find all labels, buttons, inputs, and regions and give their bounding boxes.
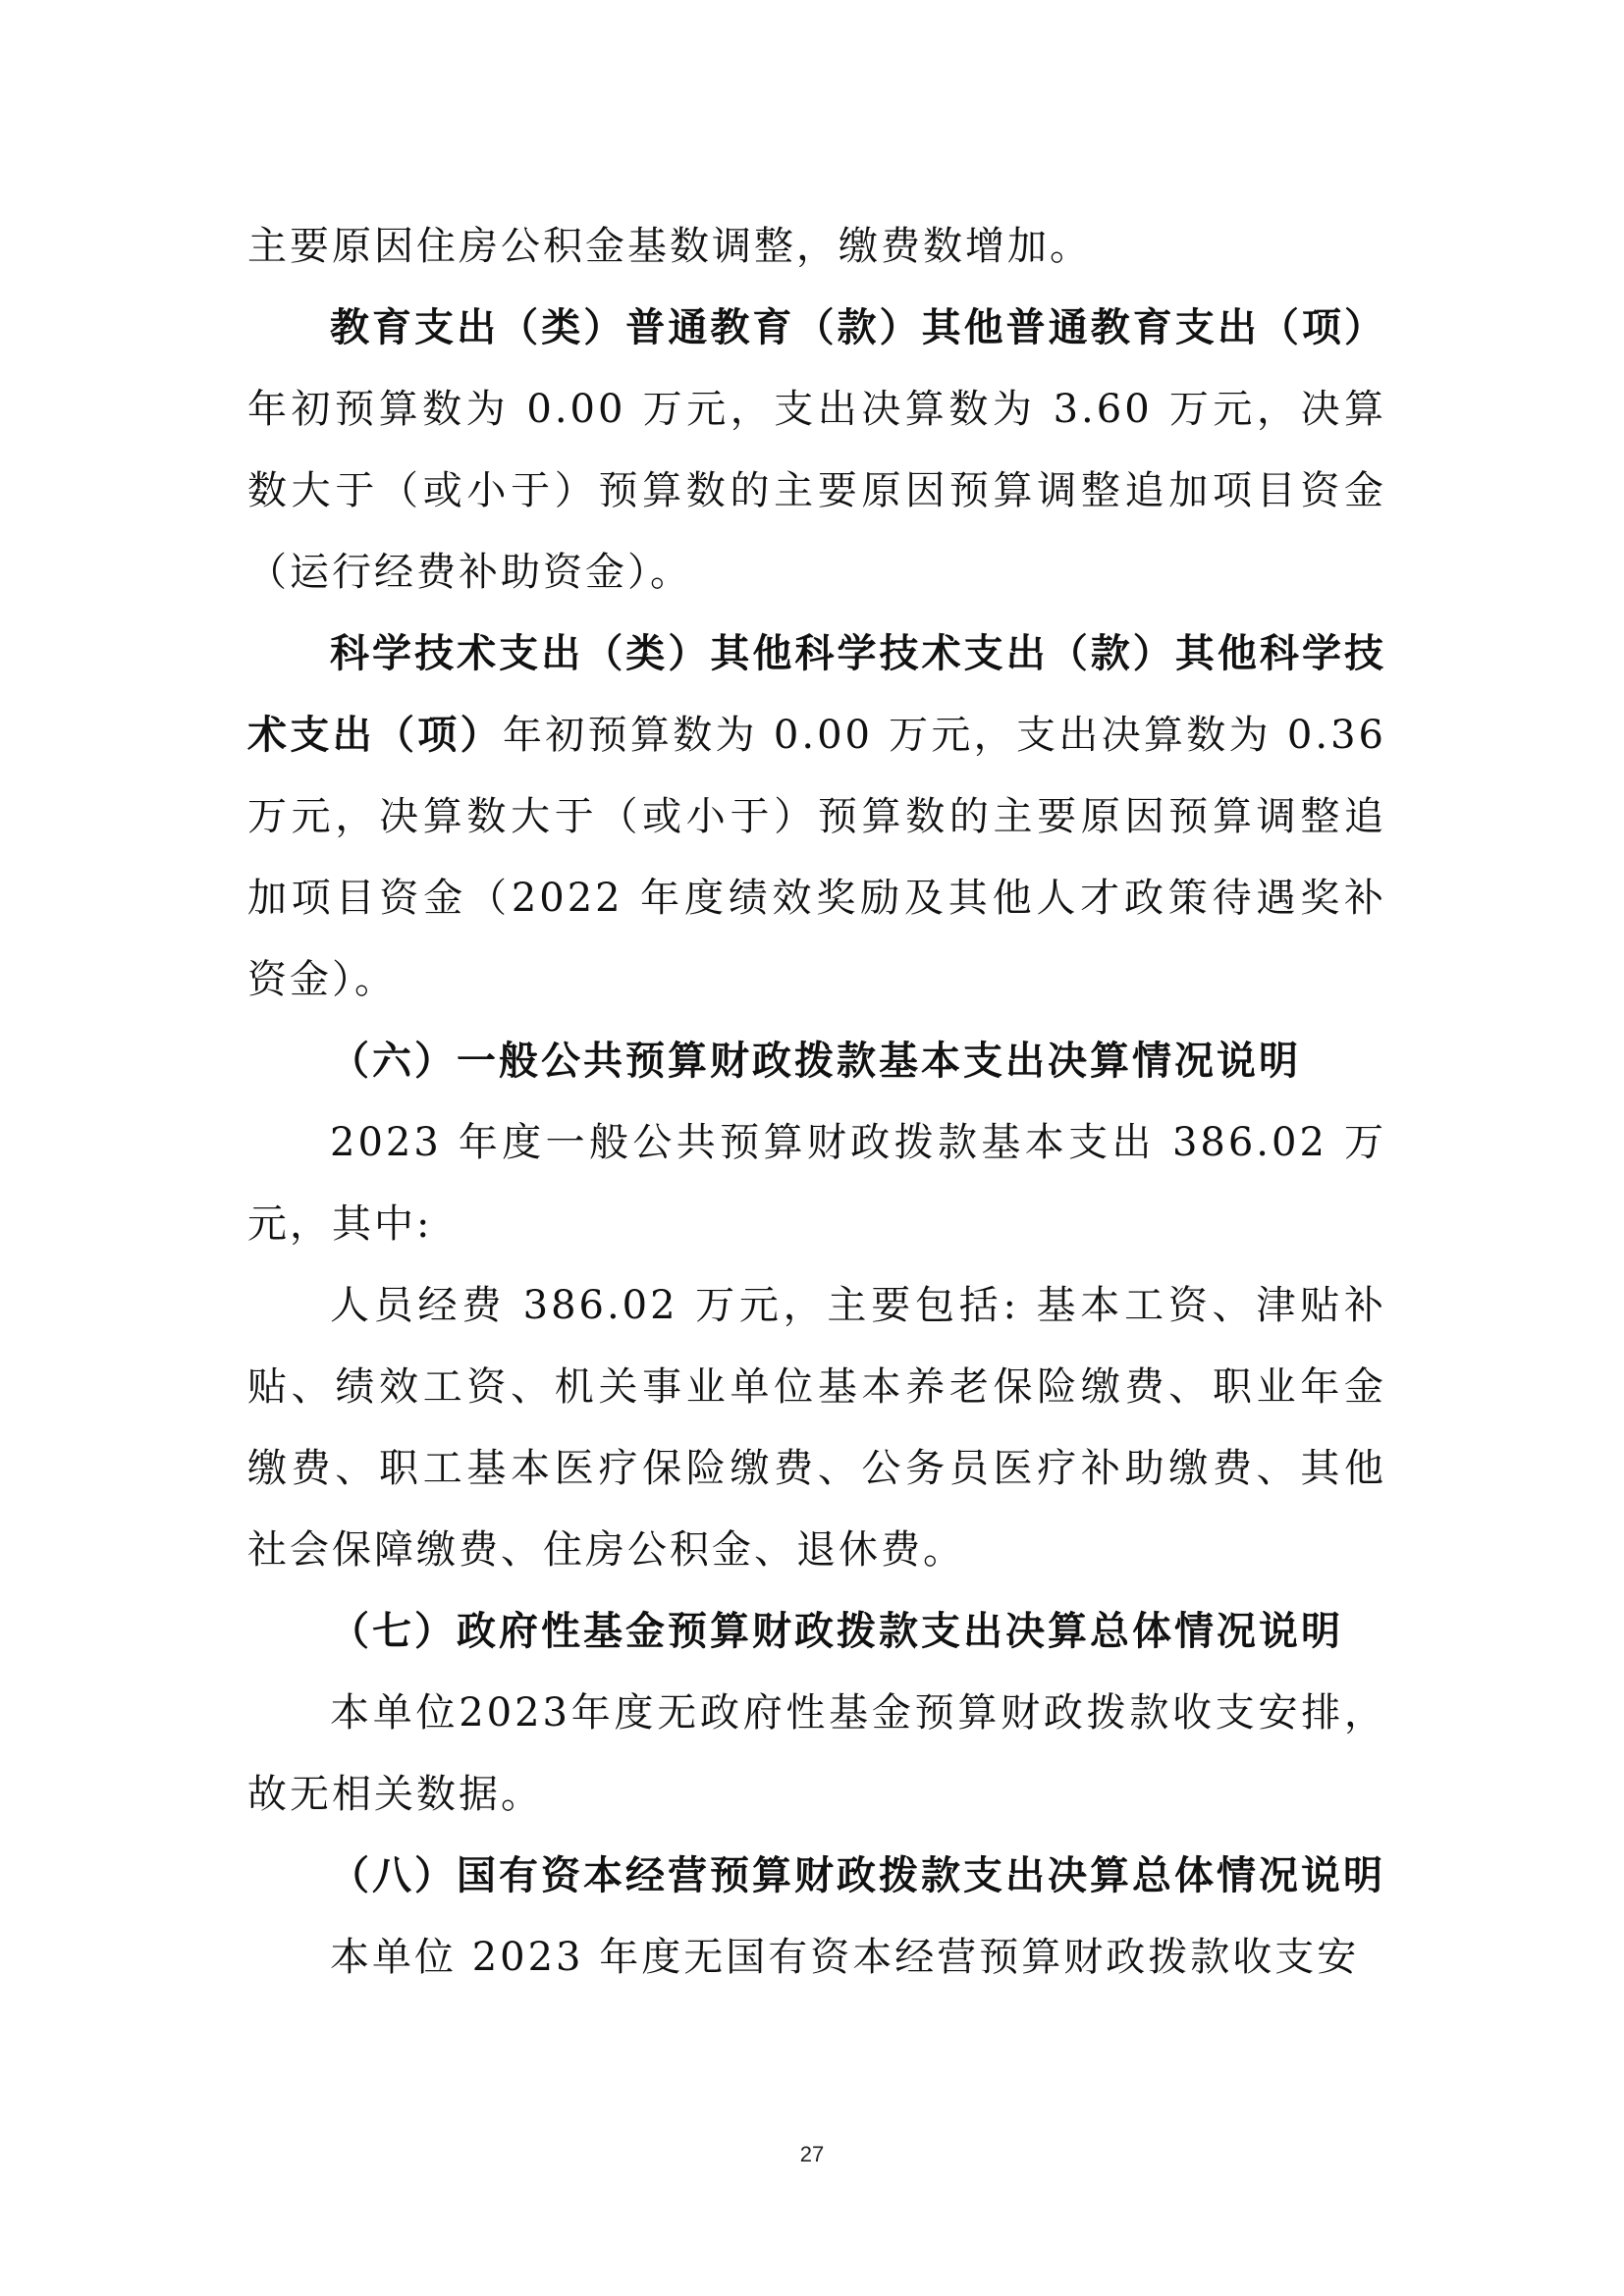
science-expenditure-title: 科学技术支出（类）其他科学技术支出（款）其他科学技术支出（项） bbox=[247, 631, 1386, 758]
paragraph-state-capital-none: 本单位 2023 年度无国有资本经营预算财政拨款收支安 bbox=[330, 1935, 1360, 1980]
paragraph-science-expenditure bbox=[247, 614, 1386, 1021]
paragraph-government-fund-none: 本单位2023年度无政府性基金预算财政拨款收支安排，故无相关数据。 bbox=[247, 1690, 1386, 1817]
document-body bbox=[247, 206, 1386, 1999]
page-number: 27 bbox=[799, 2142, 825, 2166]
paragraph-housing-fund-reason: 主要原因住房公积金基数调整，缴费数增加。 bbox=[247, 224, 1092, 269]
education-expenditure-text: 年初预算数为 0.00 万元，支出决算数为 3.60 万元，决算数大于（或小于）预算数的主要原因预算调整追加项目资金（运行经费补助资金）。 bbox=[247, 387, 1386, 595]
section-heading-8: （八）国有资本经营预算财政拨款支出决算总体情况说明 bbox=[330, 1853, 1385, 1898]
paragraph-basic-expenditure-total: 2023 年度一般公共预算财政拨款基本支出 386.02 万元，其中: bbox=[247, 1120, 1386, 1247]
paragraph-personnel-expenditure: 人员经费 386.02 万元，主要包括: 基本工资、津贴补贴、绩效工资、机关事业单位基本养老保险缴费、职业年金缴费、职工基本医疗保险缴费、公务员医疗补助缴费、其他社会保障缴费、住房公积金、退休费。 bbox=[247, 1283, 1386, 1573]
section-heading-6: （六）一般公共预算财政拨款基本支出决算情况说明 bbox=[330, 1039, 1301, 1084]
science-expenditure-text: 年初预算数为 0.00 万元，支出决算数为 0.36 万元，决算数大于（或小于）预算数的主要原因预算调整追加项目资金（2022 年度绩效奖励及其他人才政策待遇奖补资金）。 bbox=[247, 713, 1386, 1002]
paragraph-education-expenditure bbox=[247, 288, 1386, 614]
education-expenditure-title: 教育支出（类）普通教育（款）其他普通教育支出（项） bbox=[330, 305, 1386, 350]
section-heading-7: （七）政府性基金预算财政拨款支出决算总体情况说明 bbox=[330, 1609, 1343, 1654]
